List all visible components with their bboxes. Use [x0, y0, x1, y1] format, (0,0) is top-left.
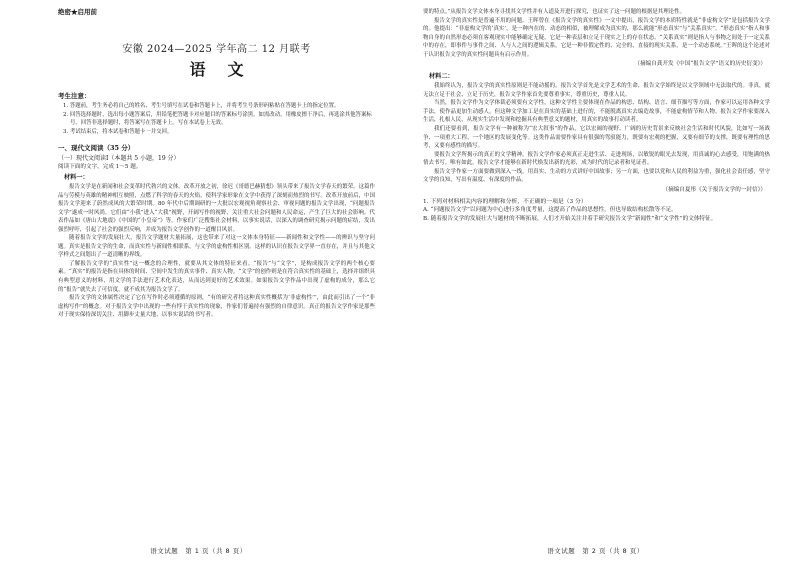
exam-title: 安徽 2024—2025 学年高二 12 月联考: [122, 44, 311, 55]
page-footer: 语文试题 第 1 页（共 8 页）: [150, 547, 247, 555]
notice-item: 2. 回答选择题时，选出每小题答案后，用铅笔把答题卡对应题目的答案标号涂黑。如需改动，用橡皮擦干净后，再选涂其他答案标号。回答非选择题时，将答案写在答题卡上。写在本试卷上无效。: [63, 111, 372, 127]
page-right: [397, 0, 794, 561]
notice-heading: 考生注意：: [58, 92, 91, 100]
question-option: B. 随着报告文学的发展壮大与题材的不断拓展，人们才开始关注并着手研究报告文学“新闻性”和“文学性”的文体特征。: [423, 216, 717, 223]
paragraph: 我们还要看到，报告文学有一种被称为“宏大叙事”的作品，它以宏阔的视野、广阔的历史背景来反映社会生活和时代风貌，比如写一场战争、一项重大工程、一个地区的发展变化等。这类作品需要作家具有很强的驾驭能力，既要有宏观的把握，又要有细节的支撑，既要有理性的思考，又要有感性的描写。: [423, 126, 770, 150]
section-heading: 一、现代文阅读（35 分）: [58, 144, 135, 153]
reading-instruction: 阅读下面的文字，完成 1～5 题。: [58, 164, 142, 171]
paragraph: 了解报告文学的“真实性”这一概念的合理性，就要从其文体的特征来看。“报告”与“文学”，是构成报告文学的两个核心要素。“真实”的报告是指在具体的时间、空间中发生的真实事件、真实人物。“文学”的创作则是在符合真实性的基础上，选择并组织具有典型意义的材料，用文学的手法进行艺术化表达，从而达到更好的艺术效果。如果报告文学作品中出现了虚构的成分，那么它的“报告”就失去了可信度，就不成其为报告文学了。: [58, 260, 375, 293]
page-footer: 语文试题 第 2 页（共 8 页）: [547, 547, 644, 555]
paragraph: 随着报告文学的发展壮大，报告文学题材大量拓展，这也带来了对这一文体本身特征——新闻性和文学性——的辨识与坚守问题。真实是报告文学的生命，而真实性与新闻性相联系，与文学的虚构性相区别。这样的认识在报告文学界一直存在，并且与其他文学样式之间划出了一道清晰的界线。: [58, 235, 375, 259]
subsection-heading: （一）现代文阅读Ⅰ（本题共 5 小题，19 分）: [58, 155, 180, 163]
material-heading: 材料二：: [429, 73, 454, 81]
question-option: A. “问题报告文学”以问题为中心进行多角度考量，这提高了作品的思想性，但也导致结构松散等不足。: [423, 207, 677, 214]
question-stem: 1. 下列对材料相关内容的理解和分析，不正确的一项是（3 分）: [423, 198, 587, 205]
paragraph: 报告文学作家一方面要做到深入一线，用真实、生动的方式讲好中国故事；另一方面，也要以党和人民的利益为重，强化社会责任感，坚守文学的良知，写出有温度、有深度的作品。: [423, 168, 770, 184]
paragraph: 报告文学的真实性是普遍不用的问题。王晖曾在《报告文学的真实性》一文中提出，报告文学的本质特性就是“非虚构文学”是包括报告文学的。他提出：“非虚构文学的‘真实’，是一种内在的、动态的相似，被理解成为真实的，那么就能“形态真实”与“关系真实”。“形态真实”指人和事物自身的自然形态必须在客观现实中能够确定无疑，它是一种表层和立足于现实之上的存在状态。“关系真实”则是指人与事物之间处于一定关系中的存在，即事件与事件之间、人与人之间的逻辑关系，它是一种非假定性的、完全的、直接的现实关系，是一个动态系统。”王晖的这个论述对于认识报告文学的真实性问题具有启示作用。: [423, 17, 770, 58]
notice-item: 3. 考试结束后，将本试卷和答题卡一并交回。: [63, 128, 173, 135]
paragraph: 要的特点。”从报告文学文体本身寻找其文学性并有人道及开进行探究，也证实了这一问题的根据是其理论性。: [423, 9, 686, 15]
secret-mark: 绝密★启用前: [58, 8, 97, 16]
paragraph: 当然，报告文学作为文学体裁必须要有文学性，这种文学性主要体现在作品的构思、结构、语言、细节描写等方面，作家可以运用各种文学手法，使作品更加生动感人。但这种文学加工是在真实的基础上进行的，不能脱离真实去编造故事，不能虚构情节和人物。报告文学作家要深入生活，扎根人民，从现实生活中发现和挖掘具有典型意义的题材，用真实的故事打动读者。: [423, 100, 770, 124]
paragraph: 我始终认为，报告文学的真实性原则是不能动摇的。报告文学首先是文学艺术的生命，报告文学始终是以文学领域中无法取代的。非真，就无法立足于社会、立足于历史，报告文学作家首先要尊重事实，尊重历史，尊重人民。: [423, 83, 770, 98]
paragraph: 报告文学的文体属性决定了它在写作时必须遵循的原则，“有的研究者将这种真实性概括为‘非虚构性’”，由此而引出了一个“非虚构写作”的概念。对于报告文学中出现的一些有悖于真实性的现象，作家们普遍持有强烈的自律意识。真正的报告文学作家是那些对于现实保持深切关注、用脚步丈量大地、以事实说话的书写者。: [58, 295, 375, 319]
paragraph: 要报告文学所揭示的真正的文学精神，报告文学作家必须真正走进生活、走进现场，以敏锐的眼光去发现，用真诚的心去感受，用饱满的热情去书写。唯有如此，报告文学才能够在新时代焕发出新的光彩，成为时代的记录者和见证者。: [423, 151, 770, 167]
notice-item: 1. 答题前，考生务必将自己的姓名、考生号填写在试卷和答题卡上，并将考生号条形码粘贴在答题卡上的指定位置。: [63, 103, 340, 109]
material-heading: 材料一：: [64, 173, 89, 181]
paragraph: 报告文学是在新闻和社会变革时代勃兴的文体。改革开放之初，徐迟《哥德巴赫猜想》领头带来了报告文学春天的繁荣，这篇作品与劳模与英雄的精神相互映照，点燃了科学的春天的火焰，使科学家形象在文学中获得了深刻而热烈的书写。改革开放前后，中国报告文学迎来了蔚然成风的大繁荣时期。80 年代中后期调研的一大批以宏观视角观察社会、审视问题的报告文学出现，“问题报告文学”遂成一时风尚。它们由“小我”进入“大我”视野，开阔写作的视野，关注重大社会问题和人民命运，产生了巨大的社会影响。代表作品如《唐山大地震》《中国的“小皇帝”》等。作家们广泛搜集社会材料，以事实说话，以深入的调查研究揭示问题的症结，发出强烈呼吁，引起了社会的强烈反响，并成为报告文学创作的一道醒目风景。: [58, 183, 375, 233]
source-citation: （摘编自龚开发《中国“报告文学”语义的历史衍变》）: [634, 61, 766, 68]
source-citation: （摘编自夏彤《关于报告文学的一封信》）: [662, 186, 766, 193]
subject-title: 语文: [189, 60, 266, 79]
